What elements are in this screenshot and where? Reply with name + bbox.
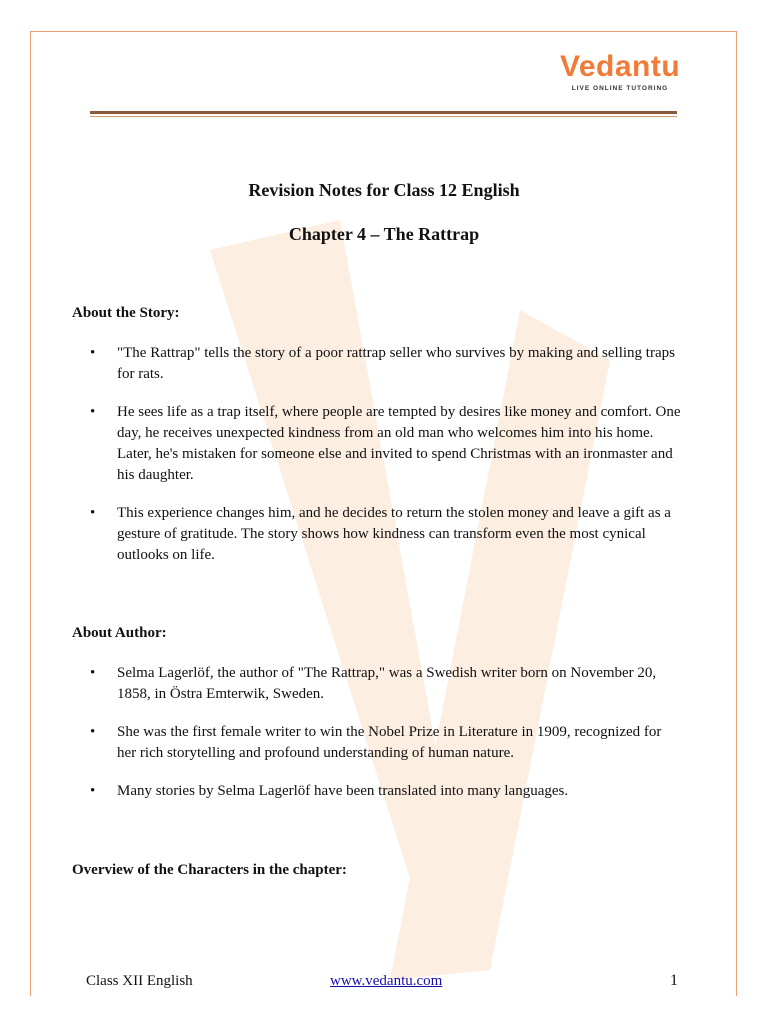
about-story-list <box>72 343 682 566</box>
list-item: • He sees life as a trap itself, where people are tempted by desires like money and comfort. One day, he receives unexpected kindness from an old man who welcomes him into his home. Later, he's mistaken for someone else and invited to spend Christmas with an ironmaster and his daughter. <box>72 402 682 486</box>
page-title: Revision Notes for Class 12 English <box>248 180 520 200</box>
list-item: • "The Rattrap" tells the story of a poor rattrap seller who survives by making and selling traps for rats. <box>72 343 682 385</box>
page-number: 1 <box>670 972 678 989</box>
about-author-heading: About Author: <box>72 625 167 641</box>
list-item: • Selma Lagerlöf, the author of "The Rattrap," was a Swedish writer born on November 20, 1858, in Östra Emterwik, Sweden. <box>72 663 682 705</box>
footer-class-label: Class XII English <box>86 973 193 989</box>
logo-wordmark: Vedantu <box>560 50 681 83</box>
chapter-title: Chapter 4 – The Rattrap <box>288 224 480 244</box>
header-rule-thin <box>90 116 677 117</box>
list-item: • She was the first female writer to win the Nobel Prize in Literature in 1909, recognized for her rich storytelling and profound understanding of human nature. <box>72 722 682 764</box>
list-item: • This experience changes him, and he decides to return the stolen money and leave a gift as a gesture of gratitude. The story shows how kindness can transform even the most cynical outlooks on life. <box>72 503 682 566</box>
logo-tagline: LIVE ONLINE TUTORING <box>571 85 669 92</box>
characters-heading: Overview of the Characters in the chapter: <box>72 862 347 878</box>
list-item: • Many stories by Selma Lagerlöf have been translated into many languages. <box>72 781 682 802</box>
about-author-list <box>72 663 682 802</box>
footer-website-link[interactable]: www.vedantu.com <box>330 973 443 989</box>
about-story-heading: About the Story: <box>72 305 180 321</box>
header-rule-thick <box>90 111 677 114</box>
vedantu-logo <box>560 50 680 92</box>
